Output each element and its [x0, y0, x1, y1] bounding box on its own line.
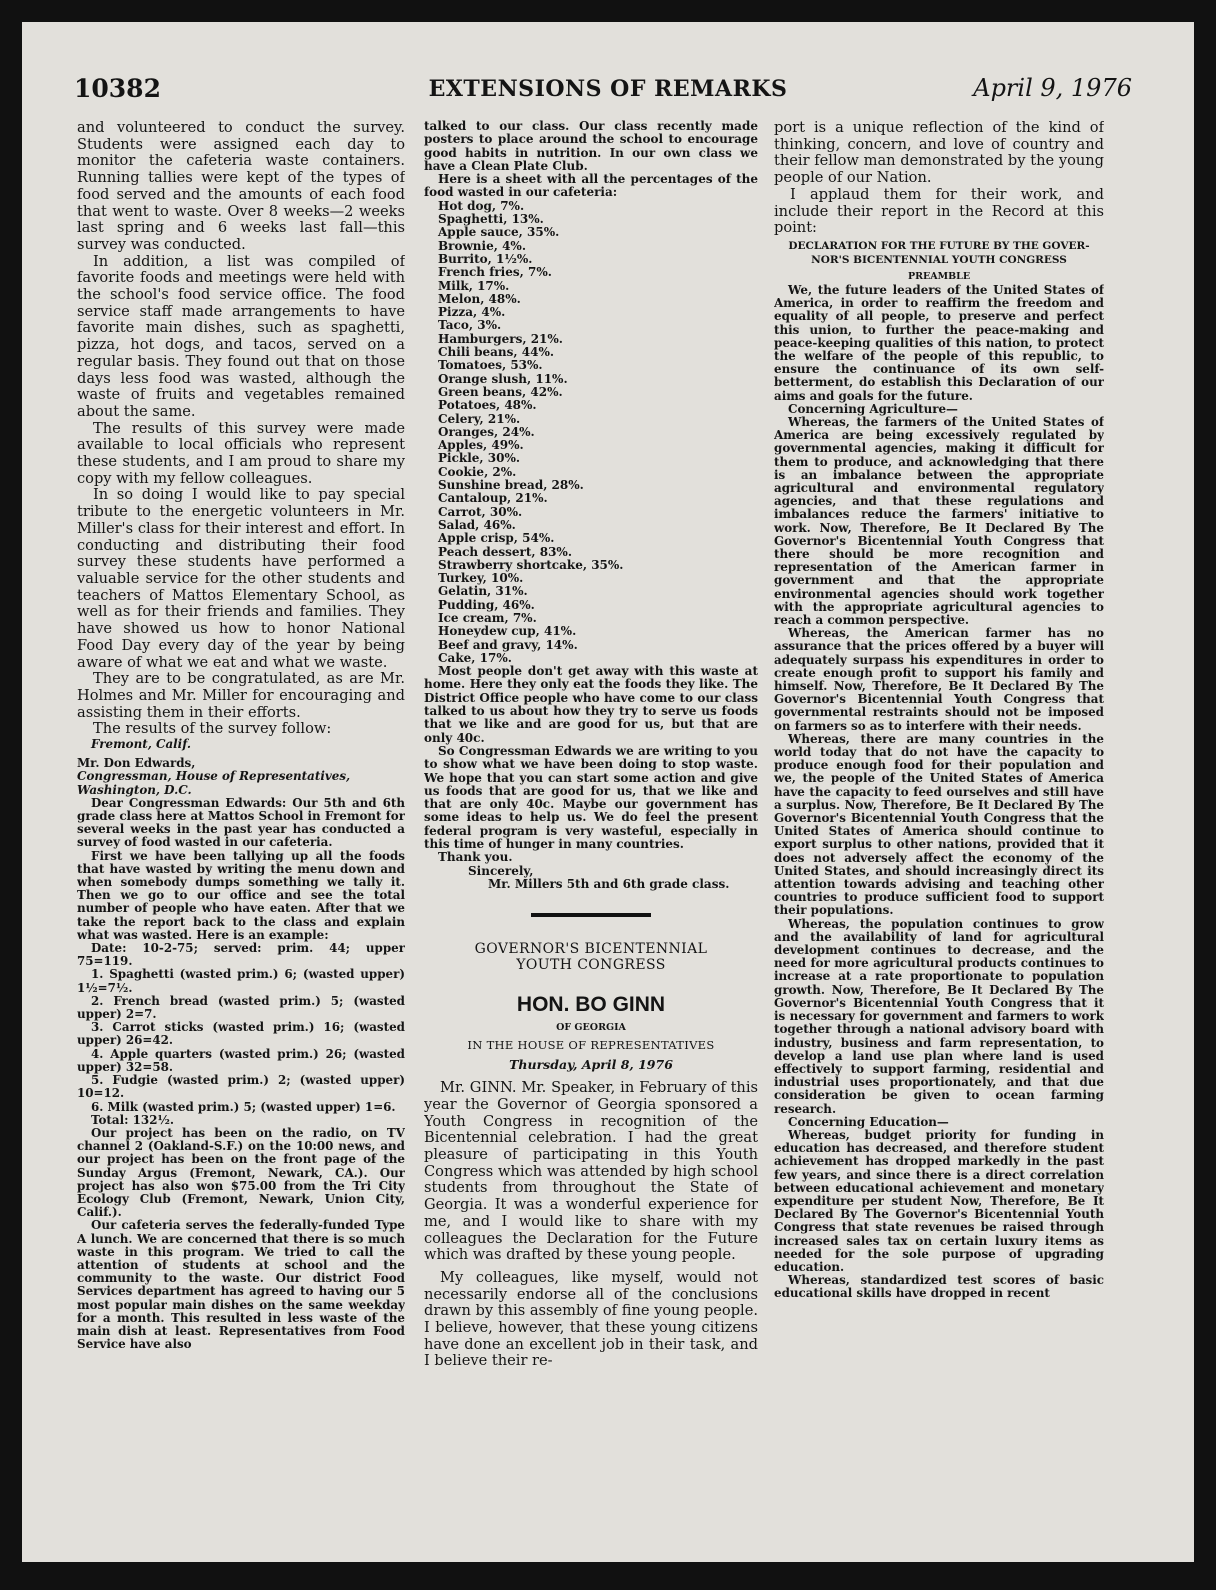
food-list-item: Peach dessert, 83%. — [438, 544, 572, 559]
section-title: EXTENSIONS OF REMARKS — [428, 76, 788, 102]
letter-paragraph: Dear Congressman Edwards: Our 5th and 6th grade class here at Mattos School in Fremont for several weeks in the past year has conducted a survey of food wasted in our cafeteria. — [77, 795, 405, 850]
declaration-title-line: NOR'S BICENTENNIAL YOUTH CONGRESS — [811, 253, 1067, 266]
declaration-title — [774, 239, 1104, 267]
letter-paragraph: So Congressman Edwards we are writing to you to show what we have been doing to stop waste. We hope that you can start some action and give us foods that are good for us, that we like and that are only 40c. Maybe our government has some ideas to help us. We do feel the present federal program is very wasteful, especially in this time of hunger in many countries. — [424, 743, 758, 852]
speech-body — [424, 1080, 758, 1370]
food-list-item: Gelatin, 31%. — [438, 584, 528, 599]
paragraph: They are to be congratulated, as are Mr. Holmes and Mr. Miller for encouraging and assisting them in their efforts. — [77, 670, 405, 721]
food-list-item: Green beans, 42%. — [438, 384, 563, 399]
letter-paragraph: Most people don't get away with this waste at home. Here they only eat the foods they like. The District Office people who have come to our class talked to us about how they try to serve us foods that we like and are good for us, but that are only 40c. — [424, 664, 758, 745]
letter-paragraph: First we have been tallying up all the foods that have wasted by writing the menu down and when somebody dumps something we tally it. Then we go to our office and see the total number of people who have eaten. After that we take the report back to the class and explain what was wasted. Here is an example: — [77, 848, 405, 942]
food-list-item: Milk, 17%. — [438, 278, 510, 293]
food-list-item: Beef and gravy, 14%. — [438, 637, 578, 652]
food-list-item: Sunshine bread, 28%. — [438, 478, 584, 493]
declaration-paragraph: Whereas, the American farmer has no assurance that the prices offered by a buyer will adequately surpass his expenditures in order to create enough profit to support his family and himself. Now, Therefore, Be It Declared By The Governor's Bicentennial Youth Congress that governmental restraints should not be imposed on farmers so as to interfere with their needs. — [774, 626, 1104, 733]
house-label: IN THE HOUSE OF REPRESENTATIVES — [467, 1038, 715, 1053]
document-page — [22, 22, 1194, 1562]
food-list-item: Tomatoes, 53%. — [438, 358, 543, 373]
speech-section-title — [424, 941, 758, 973]
speech-continued — [774, 120, 1104, 237]
declaration-paragraph: Whereas, the farmers of the United States of America are being excessively regulated by governmental agencies, making it difficult for them to produce, and acknowledging that there is an imbalance between the appropriate agricultural and environmental regulatory agencies, and that these regulations and imbalances reduce the farmers' initiative to work. Now, Therefore, Be It Declared By The Governor's Bicentennial Youth Congress that there should be more recognition and representation of the American farmer in government and that the appropriate environmental agencies should work together with the appropriate agricultural agencies to reach a common perspective. — [774, 414, 1104, 627]
section-divider — [531, 913, 651, 917]
paragraph: In so doing I would like to pay special tribute to the energetic volunteers in Mr. Miller's class for their interest and effort. In conducting and distributing their food survey these students have performed a valuable service for the other students and teachers of Mattos Elementary School, as well as for their friends and families. They have showed us how to honor National Food Day every day of the year by being aware of what we eat and what we waste. — [77, 486, 405, 671]
addressee-city: Washington, D.C. — [77, 782, 192, 797]
food-list-item: Carrot, 30%. — [438, 504, 523, 519]
page-date: April 9, 1976 — [973, 74, 1132, 102]
declaration-paragraph: Whereas, the population continues to grow and the availability of land for agricultural development continues to decrease, and the need for more agricultural products continues to increase at a rate proportionate to population growth. Now, Therefore, Be It Declared By The Governor's Bicentennial Youth Congress that it is necessary for government and farmers to work together through a national advisory board with industry, business and farm representation, to develop a land use plan where land is used effectively to support farming, residential and industrial uses proportionately, and that due consideration be given to ocean farming research. — [774, 916, 1104, 1116]
declaration-title-line: DECLARATION FOR THE FUTURE BY THE GOVER- — [788, 239, 1090, 252]
food-list-item: Chili beans, 44%. — [438, 345, 555, 360]
food-list-item: Apple sauce, 35%. — [438, 225, 560, 240]
letter-paragraph: 2. French bread (wasted prim.) 5; (wasted upper) 2=7. — [77, 993, 405, 1022]
declaration-paragraph: Whereas, budget priority for funding in education has decreased, and therefore student achievement has dropped markedly in the past few years, and since there is a direct correlation between educational achievement and monetary expenditure per student Now, Therefore, Be It Declared By The Governor's Bicentennial Youth Congress that state revenues be raised through increased sales tax on certain luxury items as needed for the sole purpose of upgrading education. — [774, 1127, 1104, 1274]
letter-thanks: Thank you. — [438, 850, 513, 865]
preamble-heading: PREAMBLE — [907, 270, 971, 282]
food-list-item: Salad, 46%. — [438, 517, 516, 532]
food-list-item: Brownie, 4%. — [438, 238, 527, 253]
letter-paragraph: 5. Fudgie (wasted prim.) 2; (wasted upper) 10=12. — [77, 1073, 405, 1101]
food-list-item: Oranges, 24%. — [438, 424, 535, 439]
food-list-item: Cookie, 2%. — [438, 464, 517, 479]
food-list-item: Taco, 3%. — [438, 318, 502, 333]
column-1-body — [77, 120, 405, 738]
food-list-item: Celery, 21%. — [438, 411, 521, 426]
paragraph: In addition, a list was compiled of favorite foods and meetings were held with the school's food service office. The food service staff made arrangements to have favorite main dishes, such as spaghetti, pizza, hot dogs, and tacos, served on a regular basis. They found out that on those days less food was wasted, although the waste of fruits and vegetables remained about the same. — [77, 252, 405, 420]
subsection-heading: Concerning Education— — [788, 1114, 949, 1129]
letter-paragraph: talked to our class. Our class recently made posters to place around the school to encourage good habits in nutrition. In our own class we have a Clean Plate Club. — [424, 120, 758, 173]
food-list-item: Apple crisp, 54%. — [438, 531, 555, 546]
food-list-item: Pudding, 46%. — [438, 597, 535, 612]
food-list-item: Orange slush, 11%. — [438, 371, 568, 386]
column-2 — [424, 120, 758, 1540]
speech-title-line: YOUTH CONGRESS — [516, 957, 666, 974]
speech-paragraph: My colleagues, like myself, would not necessarily endorse all of the conclusions drawn by this assembly of fine young people. I believe, however, that these young citizens have done an excellent job in their task, and I believe their re- — [424, 1268, 758, 1370]
food-list-item: Melon, 48%. — [438, 291, 521, 306]
column-3 — [774, 120, 1104, 1540]
declaration-paragraph: We, the future leaders of the United States of America, in order to reaffirm the freedom and equality of all people, to preserve and perfect this union, to further the peace-making and peace-keeping qualities of this nation, to protect the welfare of the people of this republic, to ensure the continuance of its own self-betterment, do establish this Declaration of our aims and goals for the future. — [774, 282, 1104, 403]
speech-title-line: GOVERNOR'S BICENTENNIAL — [474, 941, 708, 958]
food-list-item: Hamburgers, 21%. — [438, 331, 563, 346]
declaration-paragraph: Whereas, there are many countries in the world today that do not have the capacity to produce enough food for their population and we, the people of the United States of America have the capacity to feed ourselves and still have a surplus. Now, Therefore, Be It Declared By The Governor's Bicentennial Youth Congress that the United States of America should continue to export surplus to other nations, provided that it does not adversely affect the economy of the United States, and should increasingly direct its attention towards advising and teaching other countries to produce sufficient food to support their populations. — [774, 731, 1104, 918]
subsection-heading: Concerning Agriculture— — [788, 401, 958, 416]
letter-paragraph: 1. Spaghetti (wasted prim.) 6; (wasted upper) 1½=7½. — [77, 967, 405, 995]
letter-signature: Mr. Millers 5th and 6th grade class. — [488, 876, 730, 891]
speech-paragraph: port is a unique reflection of the kind of thinking, concern, and love of country and their fellow man demonstrated by the young people of our Nation. — [774, 120, 1104, 187]
food-list-item: Cantaloup, 21%. — [438, 491, 548, 506]
food-list-item: Ice cream, 7%. — [438, 610, 537, 625]
letter-sincerely: Sincerely, — [468, 863, 534, 878]
declaration-body — [774, 284, 1104, 1301]
speech-paragraph: I applaud them for their work, and include their report in the Record at this point: — [774, 185, 1104, 237]
speech-paragraph: Mr. GINN. Mr. Speaker, in February of this year the Governor of Georgia sponsored a Youth Congress in recognition of the Bicentennial celebration. I had the great pleasure of participating in this Youth Congress which was attended by high school students from throughout the State of Georgia. It was a wonderful experience for me, and I would like to share with my colleagues the Declaration for the Future which was drafted by these young people. — [424, 1079, 758, 1264]
food-list-item: Pickle, 30%. — [438, 451, 521, 466]
food-list-item: Cake, 17%. — [438, 650, 512, 665]
declaration-paragraph: Whereas, standardized test scores of basic educational skills have dropped in recent — [774, 1273, 1104, 1301]
page-number: 10382 — [74, 74, 161, 103]
food-list-item: Apples, 49%. — [438, 438, 524, 453]
letter-place: Fremont, Calif. — [91, 737, 192, 752]
food-list-item: Potatoes, 48%. — [438, 398, 537, 413]
food-list-item: Burrito, 1½%. — [438, 251, 533, 266]
letter-paragraph: 3. Carrot sticks (wasted prim.) 16; (wasted upper) 26=42. — [77, 1020, 405, 1048]
food-list-item: Pizza, 4%. — [438, 305, 506, 320]
letter-paragraph: 4. Apple quarters (wasted prim.) 26; (wasted upper) 32=58. — [77, 1046, 405, 1074]
letter-paragraph: Our project has been on the radio, on TV channel 2 (Oakland-S.F.) on the 10:00 news, and our project has been on the front page of the Sunday Argus (Fremont, Newark, CA.). Our project has also won $75.00 from the Tri City Ecology Club (Fremont, Newark, Union City, Calif.). — [77, 1125, 405, 1220]
food-list-item: Hot dog, 7%. — [438, 198, 525, 213]
paragraph: and volunteered to conduct the survey. Students were assigned each day to monitor the cafeteria waste containers. Running tallies were kept of the types of food served and the amounts of each food that went to waste. Over 8 weeks—2 weeks last spring and 6 weeks last fall—this survey was conducted. — [77, 120, 405, 253]
food-list-item: Honeydew cup, 41%. — [438, 624, 577, 639]
representative-state: OF GEORGIA — [556, 1022, 626, 1034]
paragraph: The results of this survey were made available to local officials who represent these students, and I am proud to share my copy with my fellow colleagues. — [77, 419, 405, 487]
letter-paragraph: Date: 10-2-75; served: prim. 44; upper 75=119. — [77, 941, 405, 969]
addressee-name: Mr. Don Edwards, — [77, 756, 196, 771]
food-list-item: Spaghetti, 13%. — [438, 212, 544, 227]
letter-paragraph: Here is a sheet with all the percentages of the food wasted in our cafeteria: — [424, 172, 758, 200]
column-1 — [77, 120, 405, 1540]
letter-paragraph: 6. Milk (wasted prim.) 5; (wasted upper) 1=6. — [91, 1099, 396, 1114]
speech-date: Thursday, April 8, 1976 — [509, 1057, 673, 1073]
letter-continued — [424, 120, 758, 891]
letter — [77, 738, 405, 1351]
letter-paragraph: Our cafeteria serves the federally-funded Type A lunch. We are concerned that there is so much waste in this program. We tried to call the attention of students at school and the community to the waste. Our district Food Services department has agreed to having our 5 most popular main dishes on the same weekday for a month. This resulted in less waste of the main dish at least. Representatives from Food Service have also — [77, 1218, 405, 1352]
food-waste-list — [424, 200, 758, 665]
paragraph: The results of the survey follow: — [93, 720, 332, 738]
food-list-item: Turkey, 10%. — [438, 571, 524, 586]
addressee-title: Congressman, House of Representatives, — [77, 769, 351, 784]
food-list-item: French fries, 7%. — [438, 265, 552, 280]
food-list-item: Strawberry shortcake, 35%. — [438, 557, 624, 572]
representative-name: HON. BO GINN — [516, 993, 666, 1017]
letter-paragraph: Total: 132½. — [91, 1112, 175, 1127]
